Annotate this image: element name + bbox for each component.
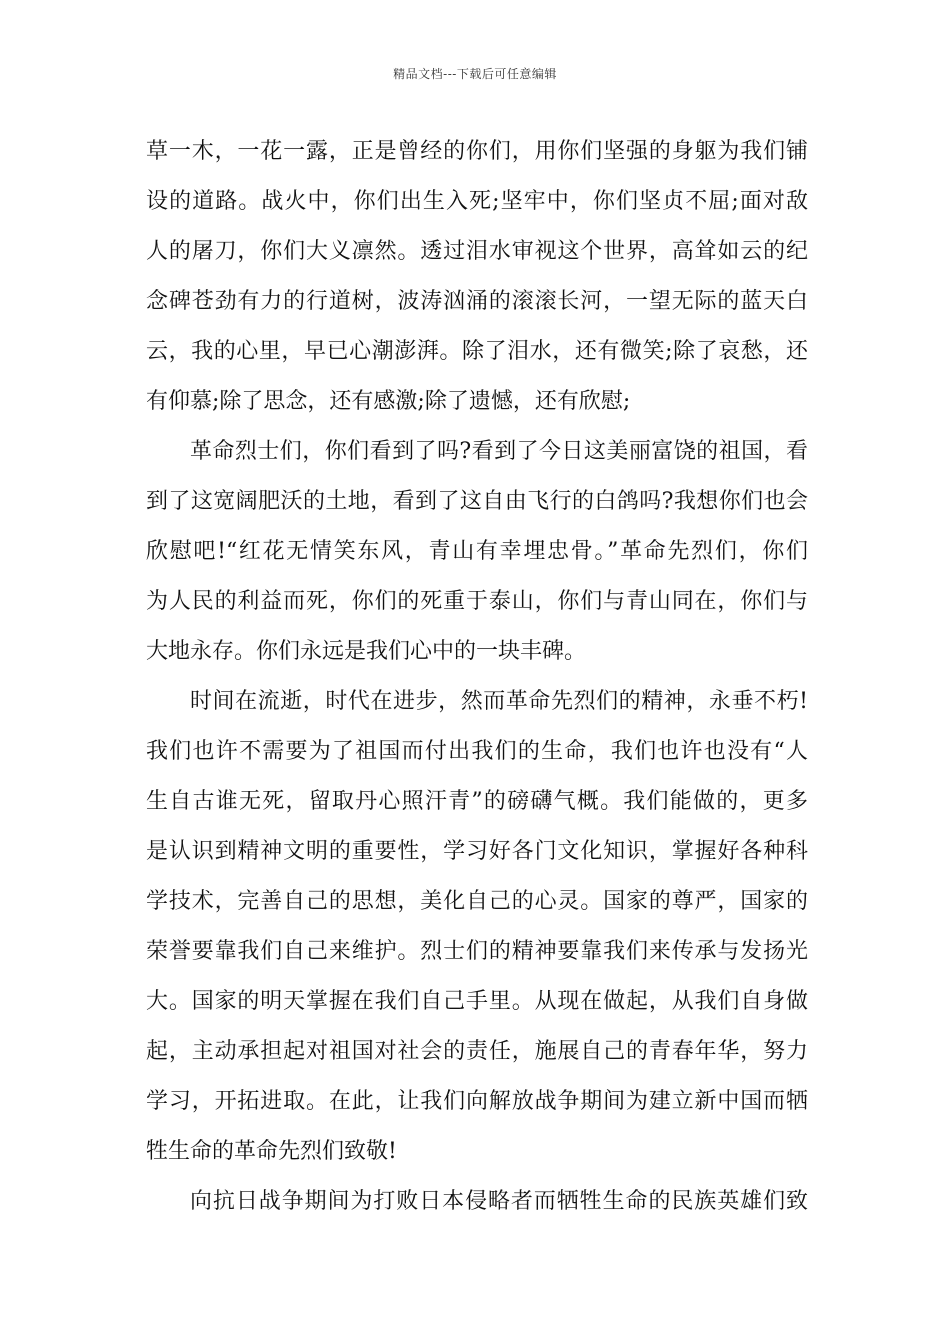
text-line: 荣誉要靠我们自己来维护。烈士们的精神要靠我们来传承与发扬光: [146, 939, 808, 964]
text-line: 向抗日战争期间为打败日本侵略者而牺牲生命的民族英雄们致: [190, 1189, 808, 1214]
text-line: 我们也许不需要为了祖国而付出我们的生命，我们也许也没有“人: [146, 739, 808, 764]
text-line: 学习，开拓进取。在此，让我们向解放战争期间为建立新中国而牺: [146, 1089, 808, 1114]
paragraph: [146, 427, 808, 677]
text-line: 设的道路。战火中，你们出生入死;坚牢中，你们坚贞不屈;面对敌: [146, 189, 808, 214]
text-line: 生自古谁无死，留取丹心照汗青”的磅礴气概。我们能做的，更多: [146, 789, 808, 814]
text-line: 牲生命的革命先烈们致敬!: [146, 1139, 397, 1164]
text-line: 欣慰吧!“红花无情笑东风，青山有幸埋忠骨。”革命先烈们，你们: [146, 539, 808, 564]
paragraph: [146, 1177, 808, 1227]
text-line: 时间在流逝，时代在进步，然而革命先烈们的精神，永垂不朽!: [190, 689, 808, 714]
text-line: 有仰慕;除了思念，还有感激;除了遗憾，还有欣慰;: [146, 389, 631, 414]
paragraph: [146, 677, 808, 1177]
text-line: 学技术，完善自己的思想，美化自己的心灵。国家的尊严，国家的: [146, 889, 808, 914]
document-body: [146, 127, 808, 1227]
text-line: 人的屠刀，你们大义凛然。透过泪水审视这个世界，高耸如云的纪: [146, 239, 808, 264]
text-line: 大地永存。你们永远是我们心中的一块丰碑。: [146, 639, 587, 664]
text-line: 大。国家的明天掌握在我们自己手里。从现在做起，从我们自身做: [146, 989, 808, 1014]
paragraph: [146, 127, 808, 427]
text-line: 为人民的利益而死，你们的死重于泰山，你们与青山同在，你们与: [146, 589, 808, 614]
text-line: 起，主动承担起对祖国对社会的责任，施展自己的青春年华，努力: [146, 1039, 808, 1064]
text-line: 草一木，一花一露，正是曾经的你们，用你们坚强的身躯为我们铺: [146, 139, 808, 164]
text-line: 云，我的心里，早已心潮澎湃。除了泪水，还有微笑;除了哀愁，还: [146, 339, 808, 364]
text-line: 到了这宽阔肥沃的土地，看到了这自由飞行的白鸽吗?我想你们也会: [146, 489, 808, 514]
text-line: 是认识到精神文明的重要性，学习好各门文化知识，掌握好各种科: [146, 839, 808, 864]
page-header: 精品文档---下载后可任意编辑: [393, 67, 557, 81]
text-line: 念碑苍劲有力的行道树，波涛汹涌的滚滚长河，一望无际的蓝天白: [146, 289, 808, 314]
text-line: 革命烈士们，你们看到了吗?看到了今日这美丽富饶的祖国，看: [190, 439, 808, 464]
